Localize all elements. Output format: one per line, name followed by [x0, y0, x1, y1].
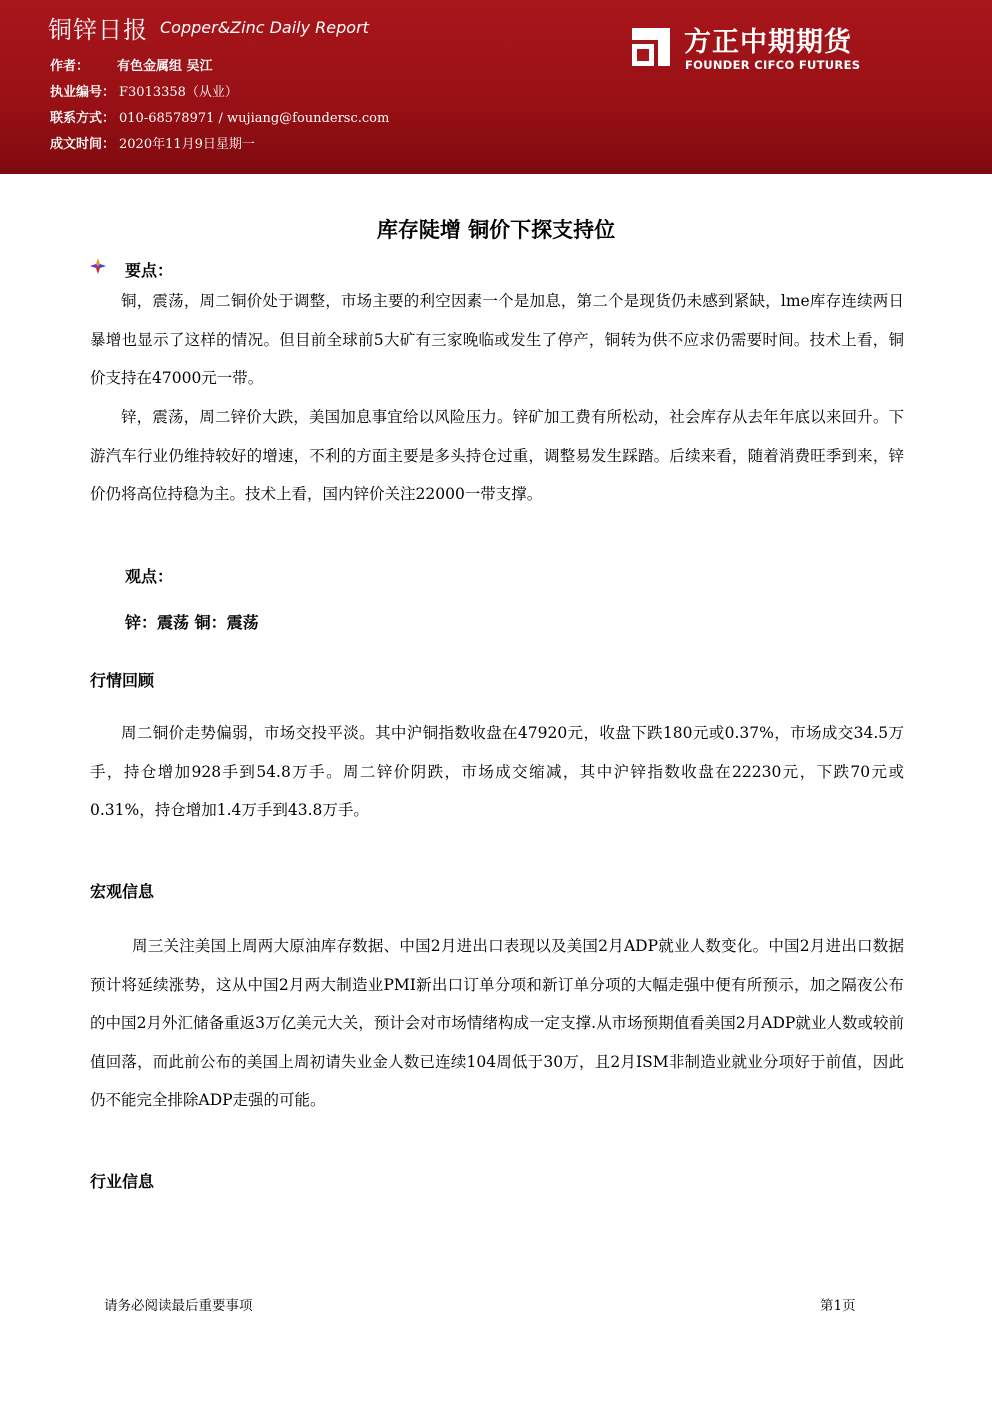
macro-paragraph: 周三关注美国上周两大原油库存数据、中国2月进出口表现以及美国2月ADP就业人数变化。中国2月进出口数据预计将延续涨势，这从中国2月两大制造业PMI新出口订单分项和新订单分项的大幅走强中便有所预示，加之隔夜公布的中国2月外汇储备重返3万亿美元大关，预计会对市场情绪构成一定支撑.从市场预期值看美国2月ADP就业人数或较前值回落，而此前公布的美国上周初请失业金人数已连续104周低于30万，且2月ISM非制造业就业分项好于前值，因此仍不能完全排除ADP走强的可能。 [90, 937, 904, 1109]
founder-square-logo-icon [628, 24, 674, 70]
date-label: 成文时间： [50, 137, 116, 152]
author-label: 作者： [50, 59, 90, 74]
zinc-summary-paragraph: 锌，震荡，周二锌价大跌，美国加息事宜给以风险压力。锌矿加工费有所松动，社会库存从去年年底以来回升。下游汽车行业仍维持较好的增速，不利的方面主要是多头持仓过重，调整易发生踩踏。后续来看，随着消费旺季到来，锌价仍将高位持稳为主。技术上看，国内锌价关注22000一带支撑。 [90, 408, 904, 503]
view-content: 锌：震荡 铜：震荡 [125, 613, 259, 632]
contact-value: 010-68578971 / wujiang@foundersc.com [119, 111, 390, 126]
license-line [50, 81, 238, 100]
contact-line [50, 107, 389, 126]
license-label: 执业编号： [50, 85, 116, 100]
logo-text-cn: 方正中期期货 [684, 27, 852, 58]
license-value: F3013358（从业） [119, 85, 238, 100]
market-review-heading: 行情回顾 [90, 671, 155, 690]
date-line [50, 133, 255, 152]
view-heading: 观点： [125, 567, 174, 586]
industry-heading: 行业信息 [90, 1172, 155, 1191]
company-logo [628, 22, 888, 78]
report-header [0, 0, 992, 174]
colorful-bullet-icon [90, 258, 106, 274]
macro-heading: 宏观信息 [90, 882, 155, 901]
report-title-en: Copper&Zinc Daily Report [160, 18, 369, 37]
footer-disclaimer: 请务必阅读最后重要事项 [104, 1298, 253, 1314]
key-points-heading: 要点： [125, 261, 174, 280]
footer-page-number: 第1页 [820, 1298, 856, 1314]
author-line [50, 55, 213, 74]
report-title-cn: 铜锌日报 [48, 16, 148, 44]
report-title-row [48, 10, 369, 45]
contact-label: 联系方式： [50, 111, 116, 126]
date-value: 2020年11月9日星期一 [119, 137, 255, 152]
document-title: 库存陡增 铜价下探支持位 [376, 218, 616, 242]
market-review-paragraph: 周二铜价走势偏弱，市场交投平淡。其中沪铜指数收盘在47920元，收盘下跌180元或0.37%，市场成交34.5万手，持仓增加928手到54.8万手。周二锌价阴跌，市场成交缩减，其中沪锌指数收盘在22230元，下跌70元或0.31%，持仓增加1.4万手到43.8万手。 [90, 724, 904, 819]
logo-text-en: FOUNDER CIFCO FUTURES [685, 58, 861, 72]
copper-summary-paragraph: 铜，震荡，周二铜价处于调整，市场主要的利空因素一个是加息，第二个是现货仍未感到紧缺，lme库存连续两日暴增也显示了这样的情况。但目前全球前5大矿有三家晚临或发生了停产，铜转为供不应求仍需要时间。技术上看，铜价支持在47000元一带。 [90, 292, 904, 387]
author-value: 有色金属组 吴江 [117, 59, 213, 74]
